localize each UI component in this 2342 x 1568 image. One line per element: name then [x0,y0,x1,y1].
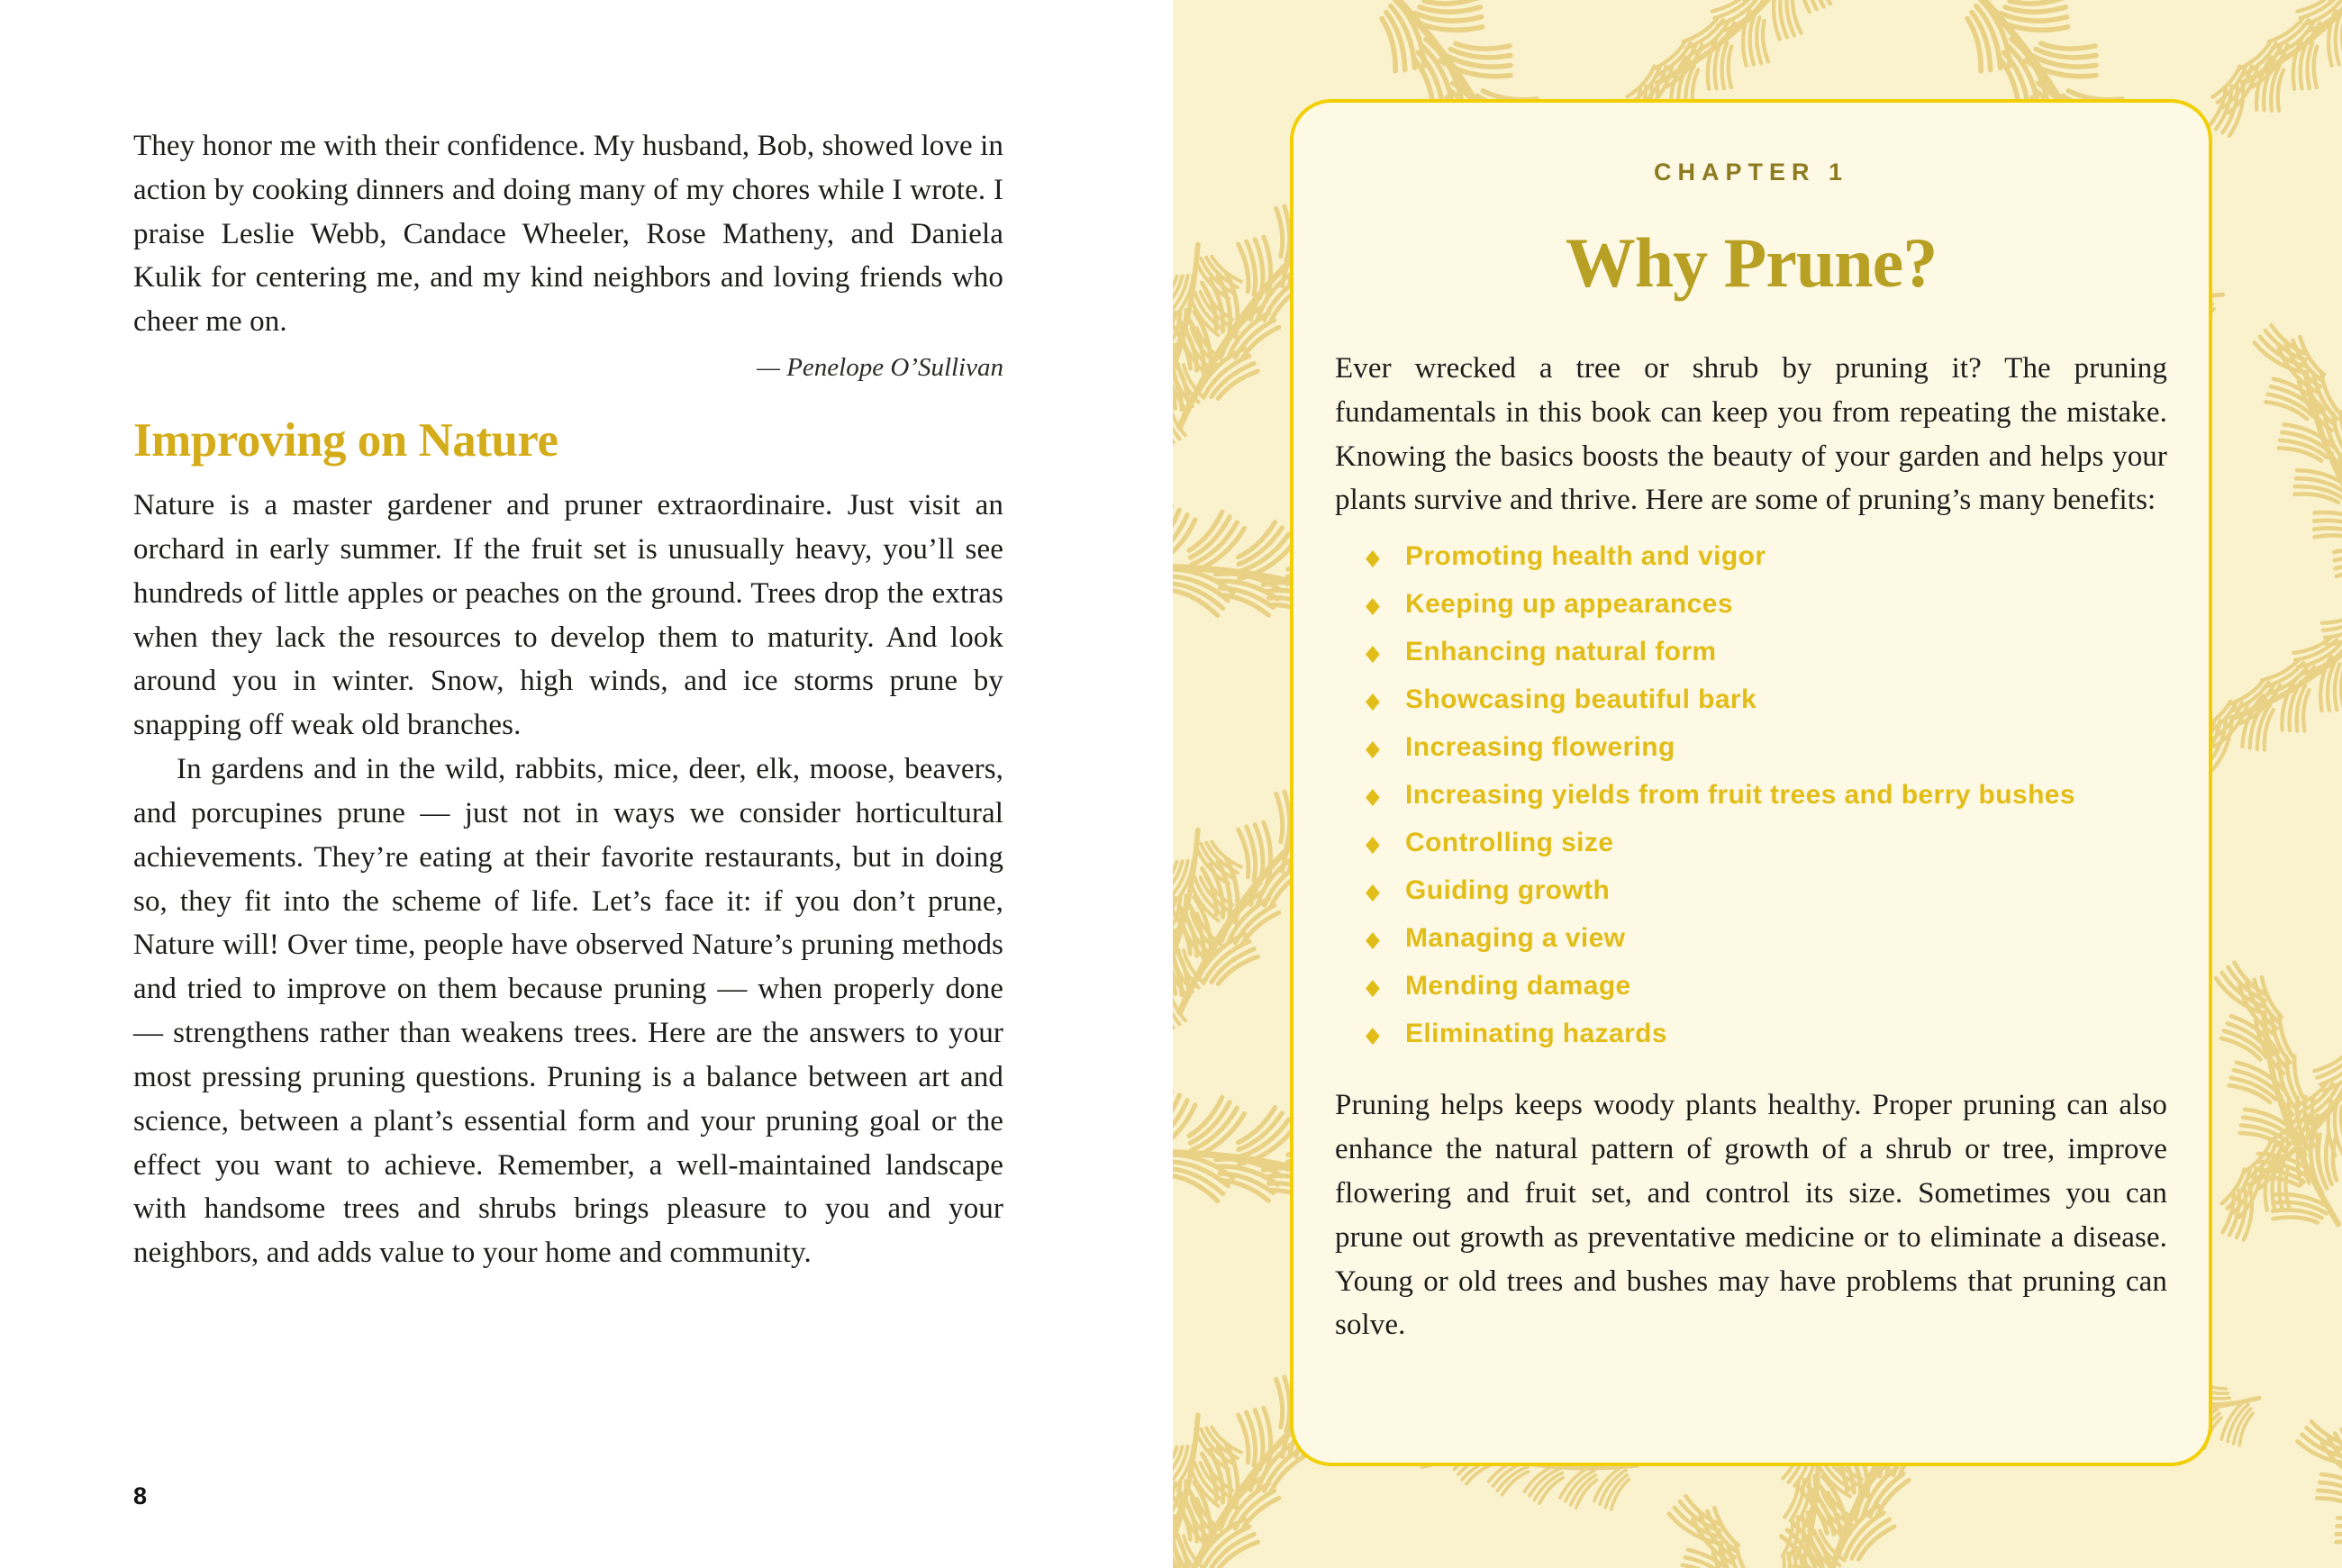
benefit-item [1366,915,2167,963]
chapter-card [1290,99,2212,1466]
page-number: 8 [133,1482,148,1509]
chapter-intro-paragraph: Ever wrecked a tree or shrub by pruning it? The pruning fundamentals in this book can keep you from repeating the mistake. Knowing the basics boosts the beauty of your garden and helps your plants survive and thrive. Here are some of pruning’s many benefits: [1335,352,2167,517]
benefit-item [1366,581,2167,629]
diamond-bullet-icon: ◆ [1366,927,1381,953]
benefit-item [1366,533,2167,581]
benefit-label: Mending damage [1405,971,1631,1002]
diamond-bullet-icon: ◆ [1366,640,1381,666]
benefit-label: Guiding growth [1405,875,1611,906]
benefit-label: Increasing yields from fruit trees and berry bushes [1405,780,2075,811]
diamond-bullet-icon: ◆ [1366,1022,1381,1048]
diamond-bullet-icon: ◆ [1366,593,1381,619]
benefit-label: Eliminating hazards [1405,1019,1667,1049]
right-page [1173,0,2342,1568]
attribution: — Penelope O’Sullivan [757,353,1003,383]
diamond-bullet-icon: ◆ [1366,784,1381,810]
chapter-label: CHAPTER 1 [1653,159,1849,186]
section-heading: Improving on Nature [133,414,558,467]
diamond-bullet-icon: ◆ [1366,879,1381,905]
diamond-bullet-icon: ◆ [1366,688,1381,714]
left-text-column [133,124,1003,1275]
diamond-bullet-icon: ◆ [1366,974,1381,1001]
nature-paragraph-2: In gardens and in the wild, rabbits, mice, deer, elk, moose, beavers, and porcupines prune — just not in ways we consider horticultural achievements. They’re eating at their favorite restaurants, but in doing so, they fit into the scheme of life. Let’s face it: if you don’t prune, Nature will! Over time, people have observed Nature’s pruning methods and tried to improve on them because pruning — when properly done — strengthens rather than weakens trees. Here are the answers to your most pressing pruning questions. Pruning is a balance between art and science, between a plant’s essential form and your pruning goal or the effect you want to achieve. Remember, a well-maintained landscape with handsome trees and shrubs brings pleasure to you and your neighbors, and adds value to your home and community. [133,753,1003,1270]
benefit-label: Keeping up appearances [1405,589,1733,620]
benefit-label: Showcasing beautiful bark [1405,684,1757,715]
benefit-item [1366,772,2167,820]
benefit-item [1366,820,2167,867]
nature-paragraph-1: Nature is a master gardener and pruner extraordinaire. Just visit an orchard in early summer. If the fruit set is unusually heavy, you’ll see hundreds of little apples or peaches on the ground. Trees drop the extras when they lack the resources to develop them to maturity. And look around you in winter. Snow, high winds, and ice storms prune by snapping off weak old branches. [133,489,1003,742]
benefit-item [1366,676,2167,724]
benefit-item [1366,629,2167,676]
benefit-label: Enhancing natural form [1405,637,1717,667]
diamond-bullet-icon: ◆ [1366,736,1381,762]
benefits-list [1366,533,2167,1058]
benefit-label: Promoting health and vigor [1405,541,1766,572]
benefit-label: Increasing flowering [1405,732,1675,763]
chapter-closing-paragraph: Pruning helps keeps woody plants healthy. Proper pruning can also enhance the natural pattern of growth of a shrub or tree, improve flowering and fruit set, and control its size. Sometimes you can prune out growth as preventative medicine or to eliminate a disease. Young or old trees and bushes may have problems that pruning can solve. [1335,1089,2167,1342]
acknowledgment-paragraph: They honor me with their confidence. My husband, Bob, showed love in action by cooking dinners and doing many of my chores while I wrote. I praise Leslie Webb, Candace Wheeler, Rose Matheny, and Daniela Kulik for centering me, and my kind neighbors and loving friends who cheer me on. [133,130,1003,339]
benefit-item [1366,867,2167,915]
diamond-bullet-icon: ◆ [1366,831,1381,857]
benefit-label: Managing a view [1405,923,1626,954]
diamond-bullet-icon: ◆ [1366,545,1381,571]
benefit-item [1366,1011,2167,1058]
chapter-title: Why Prune? [1565,223,1938,302]
benefit-item [1366,724,2167,772]
benefit-label: Controlling size [1405,828,1614,858]
benefit-item [1366,963,2167,1011]
